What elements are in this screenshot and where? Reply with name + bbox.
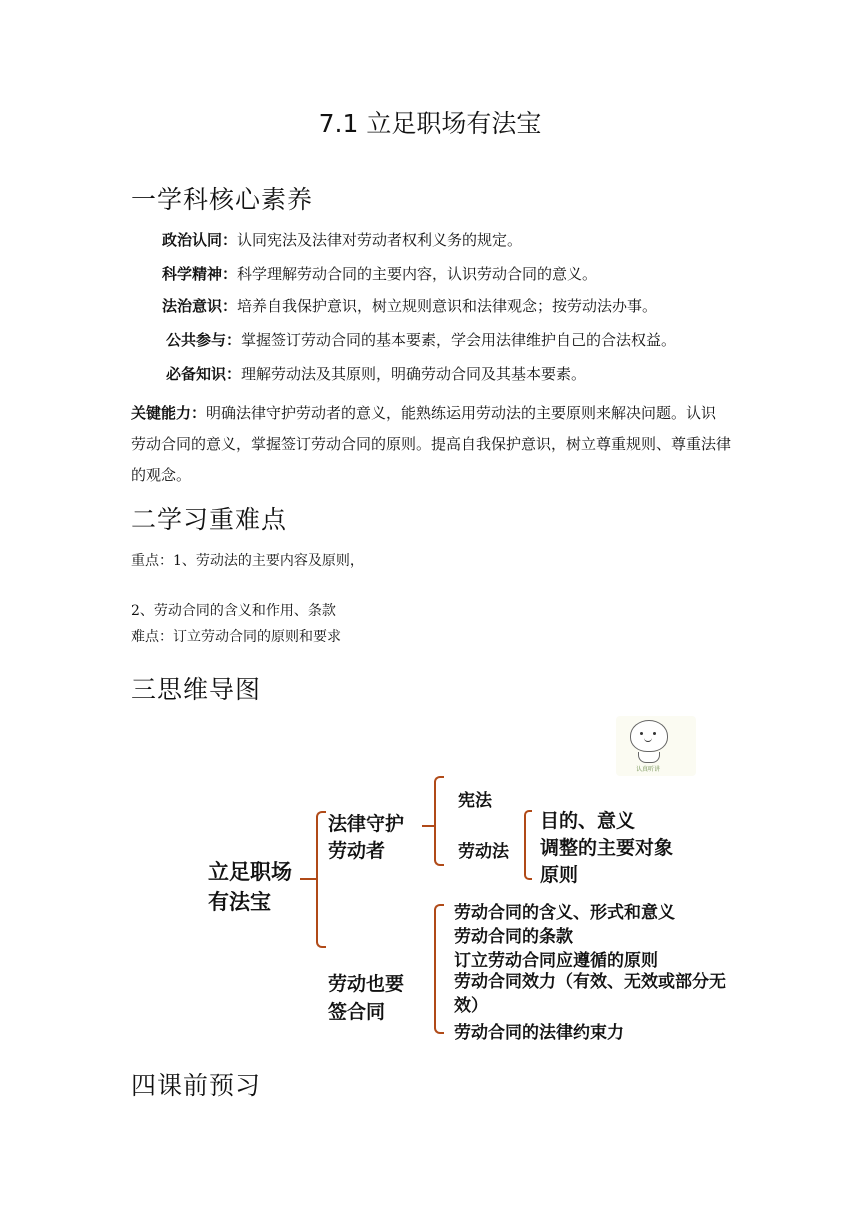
contract-item: 劳动合同的法律约束力 xyxy=(454,1023,624,1043)
sticker-image xyxy=(616,716,696,776)
literacy-political xyxy=(162,230,522,250)
node-constitution: 宪法 xyxy=(458,791,492,811)
key-point-2: 2、劳动合同的含义和作用、条款 xyxy=(131,603,336,619)
labor-law-item: 调整的主要对象 xyxy=(540,837,674,859)
branch1-bracket xyxy=(434,776,444,866)
literacy-label: 必备知识： xyxy=(166,365,242,383)
root-bracket xyxy=(316,811,326,948)
labor-law-item: 目的、意义 xyxy=(540,810,636,832)
literacy-text: 明确法律守护劳动者的意义，能熟练运用劳动法的主要原则来解决问题。认识劳动合同的意义，掌握签订劳动合同的原则。提高自我保护意识，树立尊重规则、尊重法律的观念。 xyxy=(131,404,732,484)
literacy-label: 公共参与： xyxy=(166,331,242,349)
contract-item: 劳动合同的条款 xyxy=(454,927,573,947)
contract-item: 劳动合同的含义、形式和意义 xyxy=(454,903,675,923)
literacy-text: 培养自我保护意识，树立规则意识和法律观念；按劳动法办事。 xyxy=(237,297,658,315)
section-heading-literacy: 一学科核心素养 xyxy=(131,185,314,214)
literacy-knowledge xyxy=(166,364,586,384)
literacy-rule-of-law xyxy=(162,296,657,316)
literacy-label: 关键能力： xyxy=(131,404,207,422)
section-heading-mindmap: 三思维导图 xyxy=(131,675,262,704)
literacy-label: 法治意识： xyxy=(162,297,238,315)
literacy-text: 科学理解劳动合同的主要内容，认识劳动合同的意义。 xyxy=(237,265,598,283)
literacy-label: 科学精神： xyxy=(162,265,238,283)
key-point-1: 重点：1、劳动法的主要内容及原则， xyxy=(131,553,364,569)
sticker-text: 认真听讲 xyxy=(636,766,661,773)
literacy-science xyxy=(162,264,597,284)
literacy-label: 政治认同： xyxy=(162,231,238,249)
branch-sign-contract: 劳动也要 签合同 xyxy=(328,973,405,1023)
smiley-icon xyxy=(630,720,668,752)
labor-law-item: 原则 xyxy=(540,864,579,886)
node-labor-law: 劳动法 xyxy=(458,842,509,862)
literacy-text: 掌握签订劳动合同的基本要素，学会用法律维护自己的合法权益。 xyxy=(241,331,677,349)
branch2-bracket xyxy=(434,904,444,1034)
mindmap-root: 立足职场 有法宝 xyxy=(208,860,292,914)
section-heading-preview: 四课前预习 xyxy=(131,1071,262,1100)
literacy-participation xyxy=(166,330,676,350)
difficult-point: 难点：订立劳动合同的原则和要求 xyxy=(131,629,341,645)
contract-item: 订立劳动合同应遵循的原则 xyxy=(454,951,658,971)
page-title: 7.1 立足职场有法宝 xyxy=(318,109,542,138)
literacy-ability xyxy=(131,398,731,491)
literacy-text: 理解劳动法及其原则，明确劳动合同及其基本要素。 xyxy=(241,365,587,383)
section-heading-key-points: 二学习重难点 xyxy=(131,505,288,534)
contract-item: 劳动合同效力（有效、无效或部分无效） xyxy=(454,972,726,1016)
branch-protect-workers: 法律守护 劳动者 xyxy=(328,813,405,862)
labor-law-bracket xyxy=(524,810,532,880)
literacy-text: 认同宪法及法律对劳动者权利义务的规定。 xyxy=(237,231,523,249)
